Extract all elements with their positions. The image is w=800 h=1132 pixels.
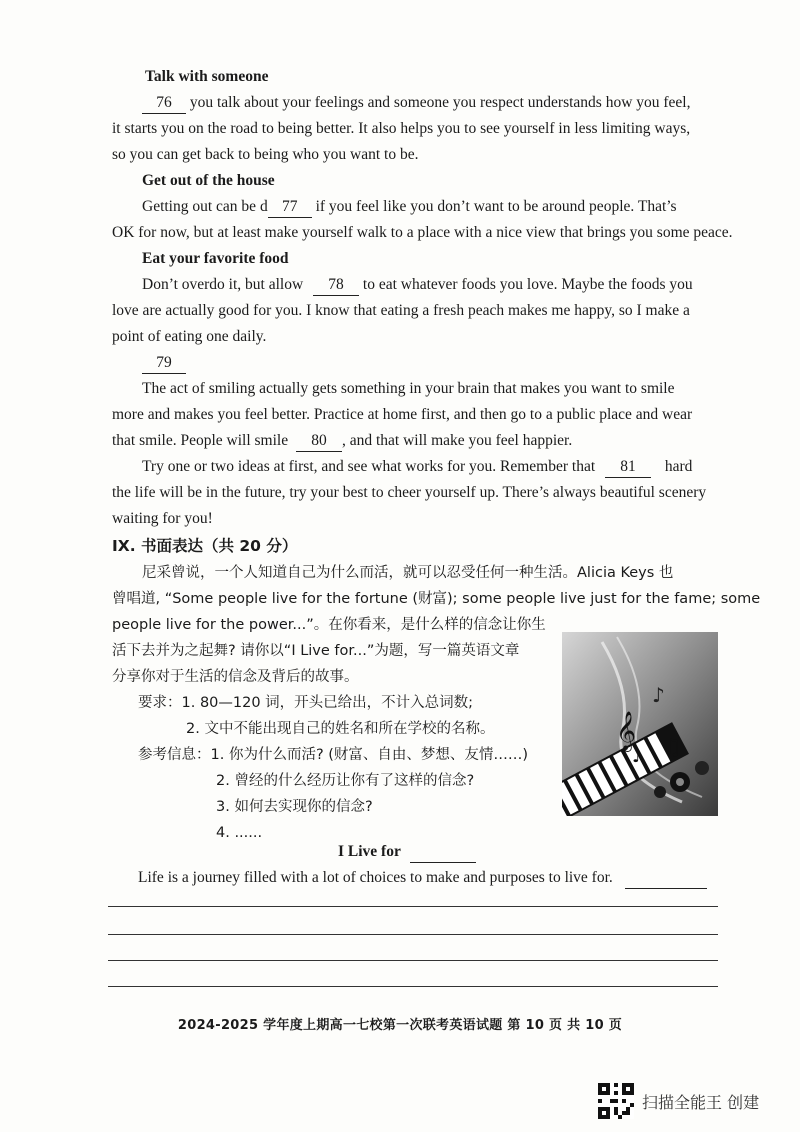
writing-line[interactable] [108, 986, 718, 987]
section-heading-house: Get out of the house [142, 172, 275, 189]
music-note-icon: ♫ [662, 735, 682, 760]
writing-line[interactable] [108, 960, 718, 961]
paragraph-line: so you can get back to being who you want to be. [112, 146, 419, 163]
answer-blank-80[interactable]: 80 [296, 431, 342, 452]
paragraph-line: Don’t overdo it, but allow 78 to eat whatever foods you love. Maybe the foods you [142, 275, 693, 296]
paragraph-line: love are actually good for you. I know that eating a fresh peach makes me happy, so I make a [112, 302, 690, 319]
paragraph-line: it starts you on the road to being better. It also helps you to see yourself in less limiting ways, [112, 120, 691, 137]
prompt-line: people live for the power...”。在你看来，是什么样的信念让你生 [112, 617, 546, 633]
reference-line: 3. 如何去实现你的信念? [216, 799, 373, 815]
scanner-label: 扫描全能王 创建 [642, 1092, 760, 1112]
prompt-line: 尼采曾说，一个人知道自己为什么而活，就可以忍受任何一种生活。Alicia Keys 也 [142, 565, 674, 581]
answer-blank-81[interactable]: 81 [605, 457, 651, 478]
paragraph-line: 76 you talk about your feelings and someone you respect understands how you feel, [142, 93, 690, 114]
paragraph-line: The act of smiling actually gets something in your brain that makes you want to smile [142, 380, 675, 397]
paragraph-line: point of eating one daily. [112, 328, 267, 345]
paragraph-line: waiting for you! [112, 510, 213, 527]
music-note-icon: ♩ [632, 746, 641, 767]
paragraph-line: Try one or two ideas at first, and see what works for you. Remember that 81 hard [142, 457, 692, 478]
writing-line[interactable] [108, 906, 718, 907]
section-heading-talk: Talk with someone [145, 68, 269, 85]
essay-start-line: Life is a journey filled with a lot of choices to make and purposes to live for. [138, 868, 707, 889]
writing-section-title: IX. 书面表达（共 20 分） [112, 537, 298, 555]
qr-code-icon [598, 1083, 634, 1119]
answer-blank-77[interactable]: 77 [268, 197, 312, 218]
essay-title-blank[interactable] [410, 842, 476, 863]
reference-line: 2. 曾经的什么经历让你有了这样的信念? [216, 773, 475, 789]
prompt-line: 活下去并为之起舞? 请你以“I Live for...”为题，写一篇英语文章 [112, 643, 520, 659]
reference-line: 参考信息：1. 你为什么而活? (财富、自由、梦想、友情……) [138, 747, 529, 763]
paragraph-line: Getting out can be d 77 if you feel like you don’t want to be around people. That’s [142, 197, 677, 218]
paragraph-line: more and makes you feel better. Practice at home first, and then go to a public place and wear [112, 406, 693, 423]
music-illustration [562, 632, 718, 816]
scanner-watermark [598, 1083, 759, 1119]
requirement-line: 要求：1. 80—120 词，开头已给出，不计入总词数; [138, 695, 474, 711]
essay-continue-blank[interactable] [625, 868, 707, 889]
answer-blank-79[interactable]: 79 [142, 353, 186, 374]
essay-title: I Live for [338, 842, 476, 863]
answer-blank-76[interactable]: 76 [142, 93, 186, 114]
answer-blank-78[interactable]: 78 [313, 275, 359, 296]
answer-blank-heading [142, 353, 186, 374]
paragraph-line: OK for now, but at least make yourself walk to a place with a nice view that brings you some peace. [112, 224, 733, 241]
prompt-line: 分享你对于生活的信念及背后的故事。 [112, 669, 359, 685]
reference-line: 4. ...... [216, 825, 263, 841]
paragraph-line: the life will be in the future, try your best to cheer yourself up. There’s always beautiful scenery [112, 484, 707, 501]
paragraph-line: that smile. People will smile 80 , and that will make you feel happier. [112, 431, 572, 452]
page-footer: 2024-2025 学年度上期高一七校第一次联考英语试题 第 10 页 共 10 页 [177, 1018, 623, 1033]
prompt-line: 曾唱道, “Some people live for the fortune (财富); some people live just for the fame; some [112, 591, 761, 607]
treble-clef-icon: 𝄞 [616, 711, 637, 751]
section-heading-food: Eat your favorite food [142, 250, 289, 267]
music-note-icon: ♪ [652, 683, 665, 707]
requirement-line: 2. 文中不能出现自己的姓名和所在学校的名称。 [186, 721, 495, 737]
writing-line[interactable] [108, 934, 718, 935]
